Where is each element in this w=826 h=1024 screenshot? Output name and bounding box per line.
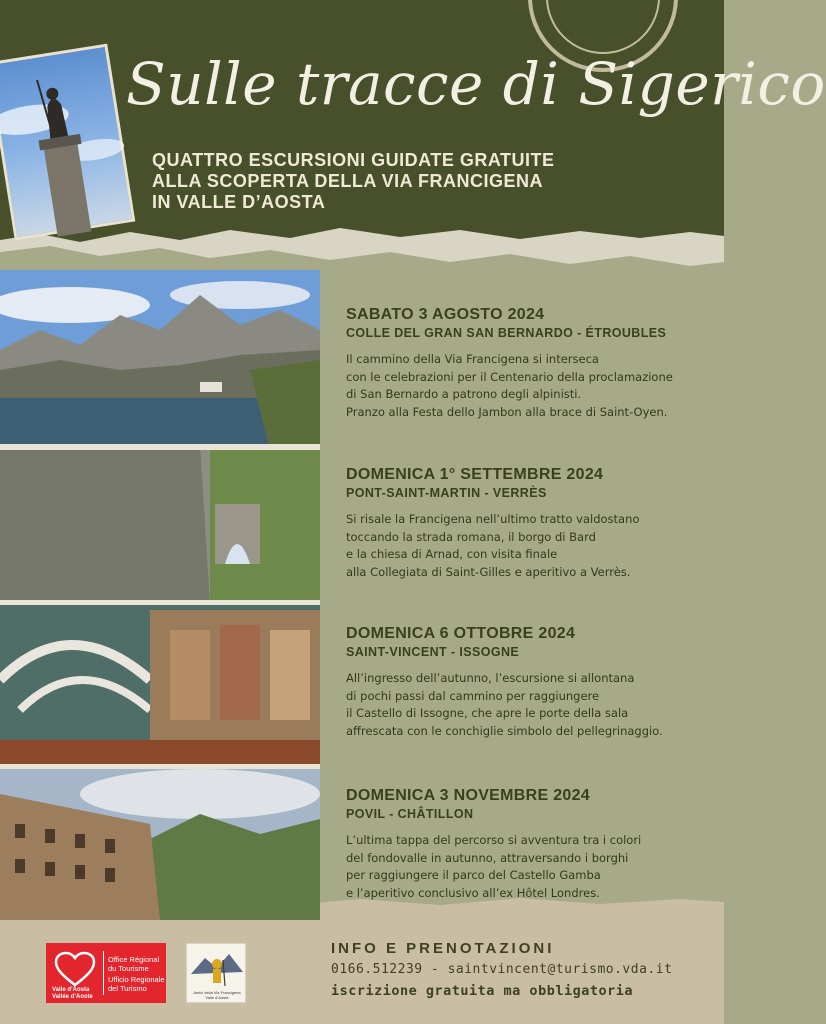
event-description: Il cammino della Via Francigena si interseca con le celebrazioni per il Centenario della proclamazione di San Bernardo a patrono degli alpinisti. Pranzo alla Festa dello Jambon alla brace di Saint-Oyen. [346,352,673,419]
event-date: DOMENICA 3 NOVEMBRE 2024 [346,787,590,804]
poster-title: Sulle tracce di Sigerico [126,50,826,118]
lake-mountain-photo [0,270,320,450]
event-date: SABATO 3 AGOSTO 2024 [346,306,545,323]
event-description: Si risale la Francigena nell’ultimo tratto valdostano toccando la strada romana, il borgo di Bard e la chiesa di Arnad, con visita finale alla Collegiata di Saint-Gilles e aperitivo a Verrès. [346,512,640,579]
event-description: All’ingresso dell’autunno, l’escursione si allontana di pochi passi dal cammino per raggiungere il Castello di Issogne, che apre le porte della sala affrescata con le conchiglie simbolo del pellegrinaggio. [346,671,663,738]
event-date: DOMENICA 6 OTTOBRE 2024 [346,625,576,642]
event-place: POVIL - CHÂTILLON [346,807,474,821]
event-4 [346,786,716,902]
event-place: PONT-SAINT-MARTIN - VERRÈS [346,486,547,500]
photo-collage [0,270,320,920]
registration-note: iscrizione gratuita ma obbligatoria [331,983,633,999]
statue-photo [0,44,135,241]
event-2 [346,465,716,581]
event-place: SAINT-VINCENT - ISSOGNE [346,645,520,659]
pilgrim-icon [187,944,247,990]
tourism-office-logo: Valle d’Aosta Vallée d’Aoste Office Régional du Tourisme Ufficio Regionale del Turismo [46,943,166,1003]
friends-francigena-logo: Amici della Via Francigena Valle d’Aosta [186,943,246,1003]
event-3 [346,624,716,740]
info-heading: INFO E PRENOTAZIONI [331,940,555,957]
event-place: COLLE DEL GRAN SAN BERNARDO - ÉTROUBLES [346,326,667,340]
event-date: DOMENICA 1° SETTEMBRE 2024 [346,466,604,483]
roman-road-photo [0,444,320,604]
hotel-building-photo [0,764,320,920]
event-1 [346,305,716,421]
event-description: L’ultima tappa del percorso si avventura tra i colori del fondovalle in autunno, attraversando i borghi per raggiungere il parco del Castello Gamba e l’aperitivo conclusivo all’ex Hôtel Londres. [346,833,642,900]
contact-line[interactable]: 0166.512239 - saintvincent@turismo.vda.it [331,962,673,977]
fresco-portico-photo [0,600,320,770]
poster-subtitle: QUATTRO ESCURSIONI GUIDATE GRATUITE ALLA SCOPERTA DELLA VIA FRANCIGENA IN VALLE D’AOSTA [152,150,555,212]
